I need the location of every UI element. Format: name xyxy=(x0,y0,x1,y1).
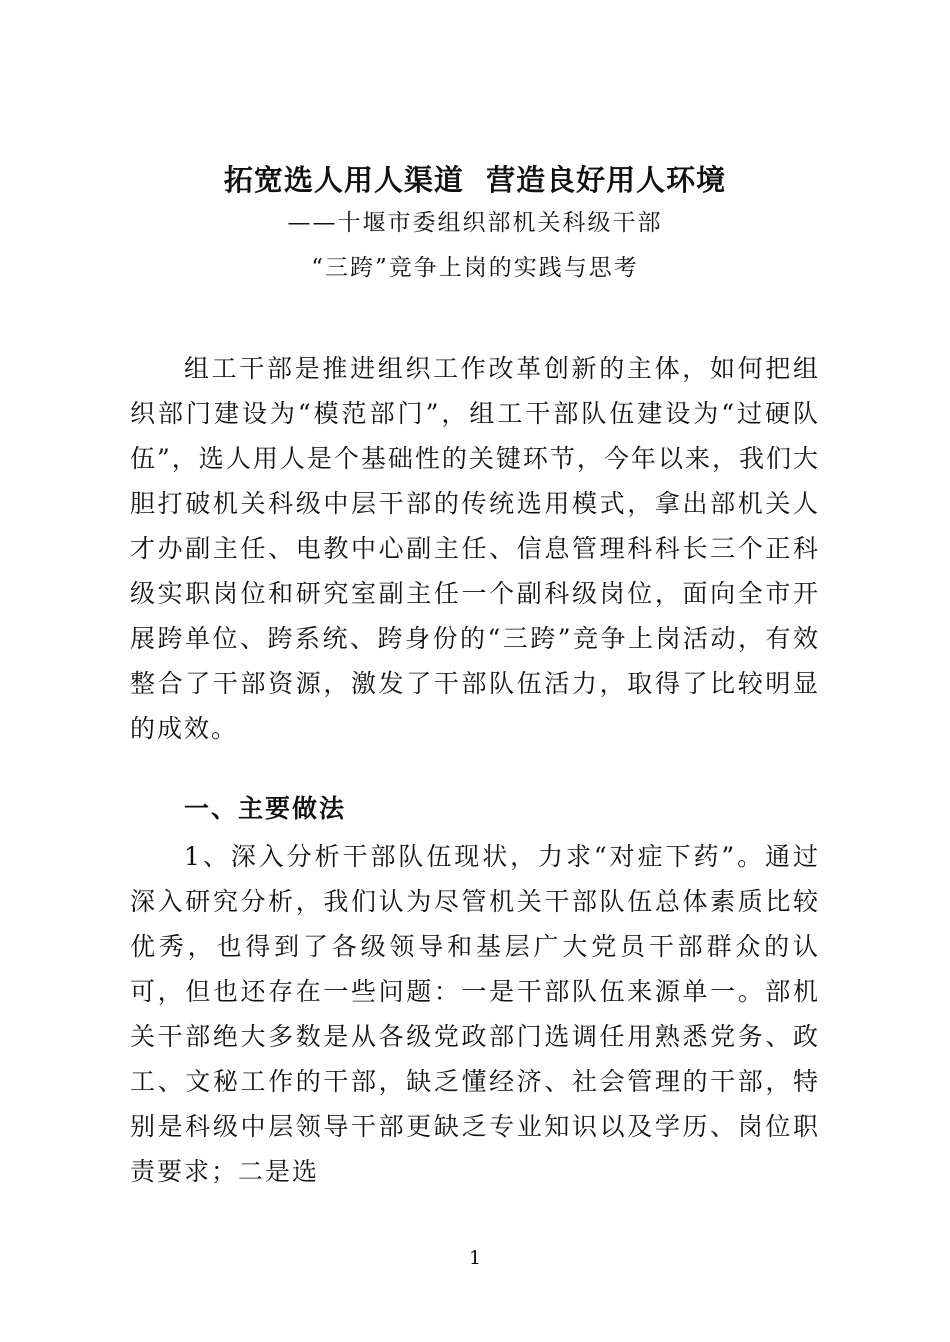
document-subtitle-line-2: “三跨”竞争上岗的实践与思考 xyxy=(311,255,639,281)
section-heading: 一、主要做法 xyxy=(184,794,347,823)
section-paragraph xyxy=(130,834,820,1194)
page-number: 1 xyxy=(468,1247,482,1269)
paragraph-lead-sentence: 1、深入分析干部队伍现状，力求“对症下药”。 xyxy=(184,842,766,871)
document-subtitle-line-1: ——十堰市委组织部机关科级干部 xyxy=(287,210,663,236)
intro-paragraph: 组工干部是推进组织工作改革创新的主体，如何把组织部门建设为“模范部门”，组工干部队伍建设为“过硬队伍”，选人用人是个基础性的关键环节，今年以来，我们大胆打破机关科级中层干部的传统选用模式，拿出部机关人才办副主任、电教中心副主任、信息管理科科长三个正科级实职岗位和研究室副主任一个副科级岗位，面向全市开展跨单位、跨系统、跨身份的“三跨”竞争上岗活动，有效整合了干部资源，激发了干部队伍活力，取得了比较明显的成效。 xyxy=(130,354,820,743)
document-title: 拓宽选人用人渠道 营造良好用人环境 xyxy=(223,163,727,197)
paragraph-body-text: 通过深入研究分析，我们认为尽管机关干部队伍总体素质比较优秀，也得到了各级领导和基层广大党员干部群众的认可，但也还存在一些问题：一是干部队伍来源单一。部机关干部绝大多数是从各级党政部门选调任用熟悉党务、政工、文秘工作的干部，缺乏懂经济、社会管理的干部，特别是科级中层领导干部更缺乏专业知识以及学历、岗位职责要求；二是选 xyxy=(130,842,820,1186)
